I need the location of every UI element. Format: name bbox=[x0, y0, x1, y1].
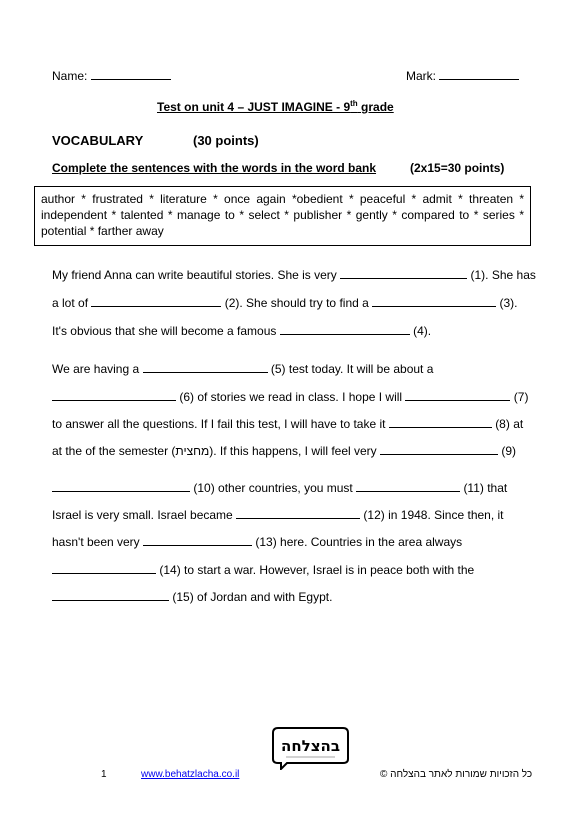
blank-4[interactable] bbox=[280, 323, 410, 335]
sentence-line bbox=[52, 443, 516, 458]
sentence-text: It's obvious that she will become a famous bbox=[52, 324, 277, 338]
blank-11[interactable] bbox=[356, 480, 460, 492]
sentence-text: (3). bbox=[499, 296, 518, 310]
title-end: grade bbox=[357, 100, 394, 114]
mark-blank[interactable] bbox=[439, 68, 519, 80]
blank-1[interactable] bbox=[340, 267, 467, 279]
sentence-line bbox=[52, 480, 507, 495]
blank-2[interactable] bbox=[91, 295, 221, 307]
behatzlacha-logo bbox=[272, 727, 349, 770]
blank-5[interactable] bbox=[143, 361, 268, 373]
sentence-line bbox=[52, 416, 523, 431]
sentence-line bbox=[52, 323, 431, 338]
sentence-text: (2). She should try to find a bbox=[224, 296, 369, 310]
title-sup: th bbox=[350, 99, 358, 108]
section-heading: VOCABULARY bbox=[52, 133, 144, 148]
blank-7[interactable] bbox=[405, 389, 510, 401]
website-link[interactable]: www.behatzlacha.co.il bbox=[141, 769, 240, 780]
blank-6[interactable] bbox=[52, 389, 176, 401]
sentence-text: (14) to start a war. However, Israel is in peace both with the bbox=[159, 563, 475, 577]
blank-3[interactable] bbox=[372, 295, 496, 307]
mark-field bbox=[406, 68, 519, 83]
sentence-text: at the of the semester (מחצית). If this happens, I will feel very bbox=[52, 444, 377, 458]
blank-14[interactable] bbox=[52, 562, 156, 574]
sentence-text: (7) bbox=[513, 390, 529, 404]
sentence-text: (9) bbox=[501, 444, 517, 458]
blank-13[interactable] bbox=[143, 534, 252, 546]
blank-10[interactable] bbox=[52, 480, 190, 492]
word-bank: author * frustrated * literature * once again *obedient * peaceful * admit * threaten * independent * talented * manage to * select * publisher * gently * compared to * series * potential * farther away bbox=[34, 186, 531, 246]
copyright-text: כל הזכויות שמורות לאתר בהצלחה © bbox=[380, 769, 533, 780]
section-points: (30 points) bbox=[193, 133, 259, 148]
name-field bbox=[52, 68, 171, 83]
sentence-text: (11) that bbox=[463, 481, 508, 495]
instruction: Complete the sentences with the words in the word bank bbox=[52, 161, 377, 175]
sentence-text: (4). bbox=[413, 324, 432, 338]
sentence-line bbox=[52, 507, 504, 522]
name-blank[interactable] bbox=[91, 68, 171, 80]
blank-15[interactable] bbox=[52, 589, 169, 601]
sentence-text: (15) of Jordan and with Egypt. bbox=[172, 590, 333, 604]
sentence-text: (13) here. Countries in the area always bbox=[255, 535, 463, 549]
sentence-line bbox=[52, 361, 433, 376]
blank-9[interactable] bbox=[380, 443, 498, 455]
sentence-line bbox=[52, 589, 332, 604]
sentence-line bbox=[52, 295, 517, 310]
sentence-text: (8) at bbox=[495, 417, 524, 431]
instruction-points: (2x15=30 points) bbox=[410, 161, 505, 175]
sentence-text: (1). She has bbox=[470, 268, 536, 282]
sentence-text: My friend Anna can write beautiful stories. She is very bbox=[52, 268, 337, 282]
sentence-text: hasn't been very bbox=[52, 535, 140, 549]
sentence-text: (10) other countries, you must bbox=[193, 481, 353, 495]
page-title bbox=[157, 99, 394, 114]
sentence-text: to answer all the questions. If I fail this test, I will have to take it bbox=[52, 417, 386, 431]
logo-text: בהצלחה bbox=[281, 737, 340, 755]
sentence-text: Israel is very small. Israel became bbox=[52, 508, 233, 522]
title-text: Test on unit 4 – JUST IMAGINE - 9 bbox=[157, 100, 351, 114]
sentence-text: a lot of bbox=[52, 296, 89, 310]
sentence-line bbox=[52, 562, 474, 577]
blank-12[interactable] bbox=[236, 507, 360, 519]
sentence-text: (12) in 1948. Since then, it bbox=[363, 508, 504, 522]
sentence-line bbox=[52, 534, 462, 549]
mark-label: Mark: bbox=[406, 69, 436, 83]
sentence-text: (6) of stories we read in class. I hope I will bbox=[179, 390, 403, 404]
sentence-line bbox=[52, 389, 528, 404]
blank-8[interactable] bbox=[389, 416, 492, 428]
sentence-line bbox=[52, 267, 536, 282]
name-label: Name: bbox=[52, 69, 88, 83]
page-number: 1 bbox=[101, 769, 107, 780]
sentence-text: We are having a bbox=[52, 362, 140, 376]
sentence-text: (5) test today. It will be about a bbox=[270, 362, 434, 376]
